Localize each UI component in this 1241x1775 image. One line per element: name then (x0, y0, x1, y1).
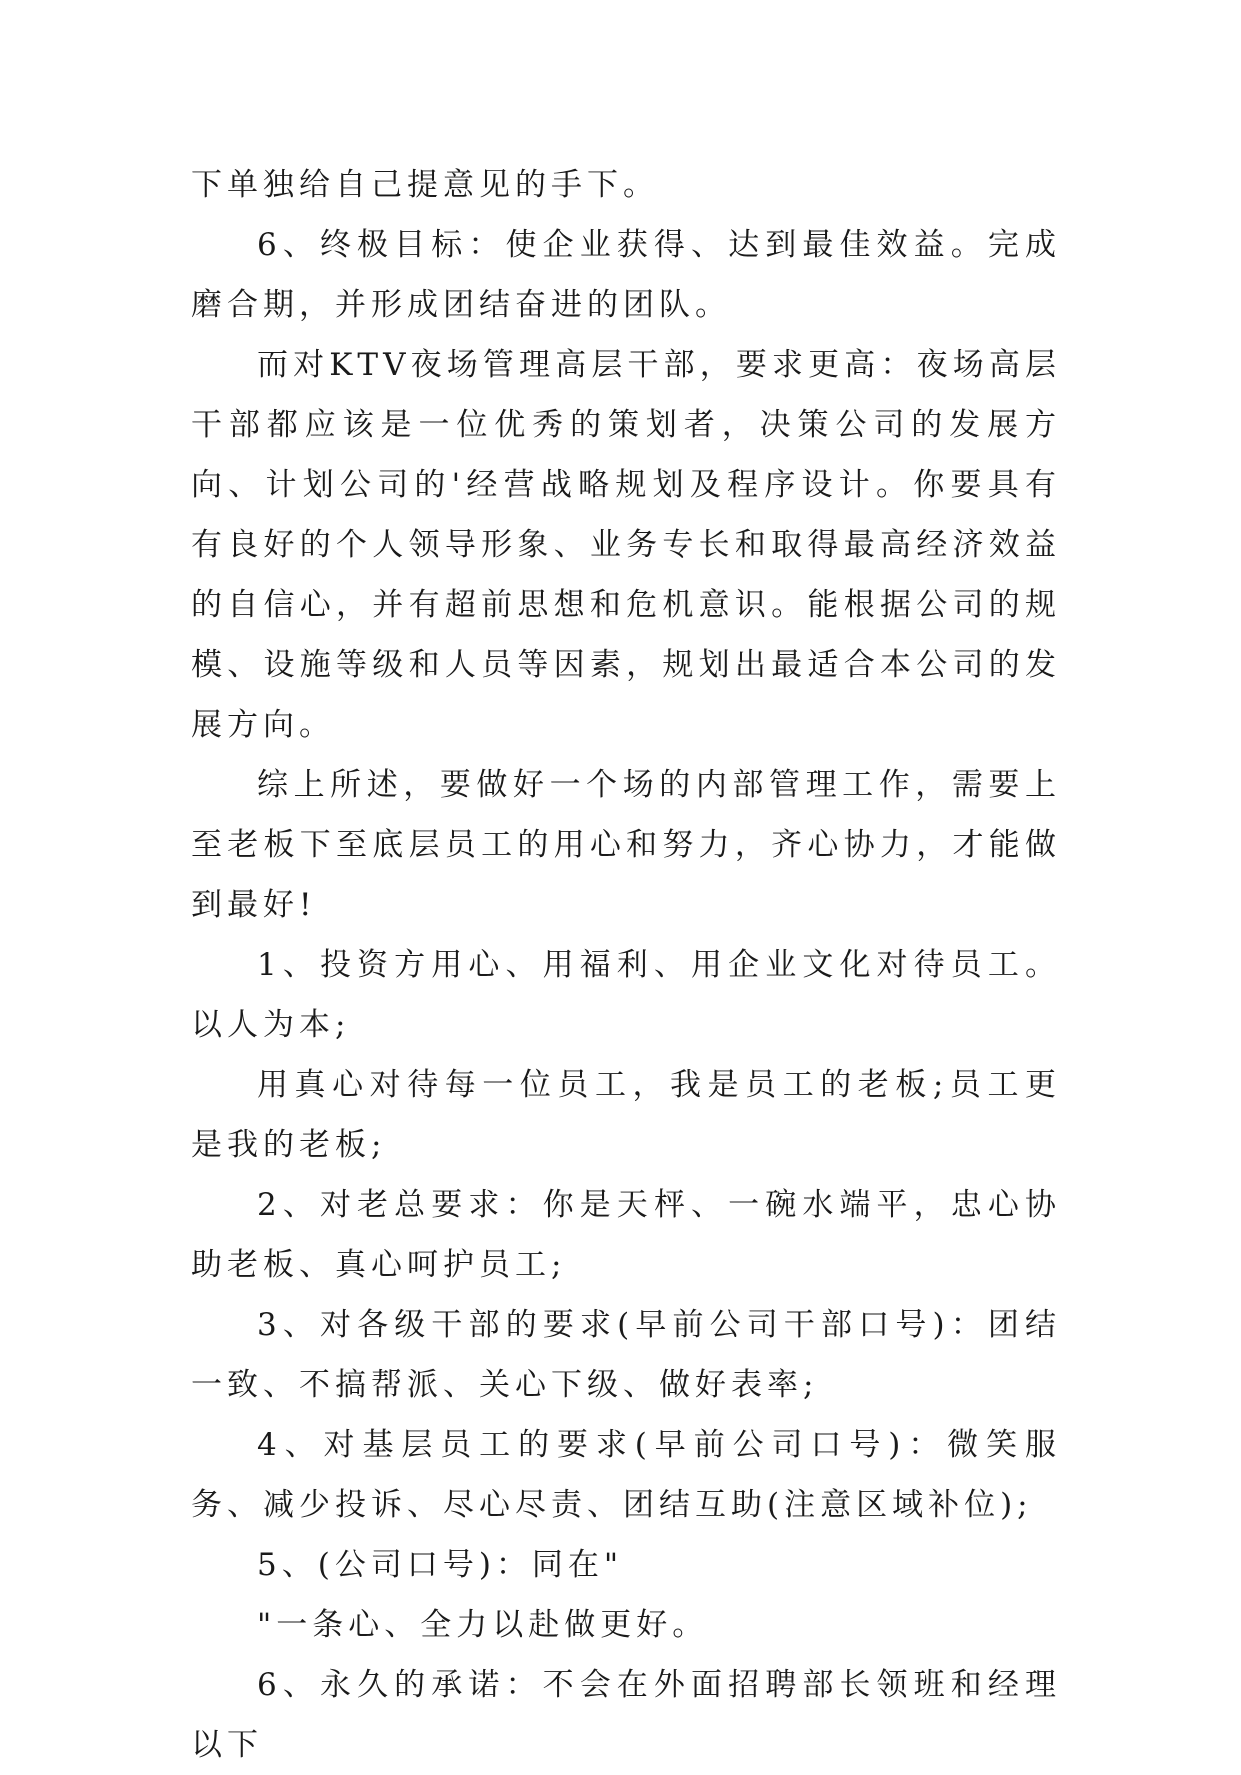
paragraph-ultimate-goal: 6、终极目标：使企业获得、达到最佳效益。完成磨合期，并形成团结奋进的团队。 (191, 227, 1061, 323)
paragraph-item-2: 2、对老总要求：你是天枰、一碗水端平，忠心协助老板、真心呵护员工; (191, 1187, 1061, 1283)
paragraph-item-6: 6、永久的承诺：不会在外面招聘部长领班和经理以下 (191, 1667, 1061, 1763)
paragraph-item-5: 5、(公司口号)：同在" (257, 1547, 624, 1583)
paragraph-item-4: 4、对基层员工的要求(早前公司口号)：微笑服务、减少投诉、尽心尽责、团结互助(注意区域补位); (191, 1427, 1061, 1523)
paragraph-senior-managers: 而对KTV夜场管理高层干部，要求更高：夜场高层干部都应该是一位优秀的策划者，决策公司的发展方向、计划公司的'经营战略规划及程序设计。你要具有有良好的个人领导形象、业务专长和取得最高经济效益的自信心，并有超前思想和危机意识。能根据公司的规模、设施等级和人员等因素，规划出最适合本公司的发展方向。 (191, 347, 1061, 743)
paragraph-item-1: 1、投资方用心、用福利、用企业文化对待员工。以人为本; (191, 947, 1061, 1043)
paragraph-summary: 综上所述，要做好一个场的内部管理工作，需要上至老板下至底层员工的用心和努力，齐心协力，才能做到最好! (191, 767, 1061, 923)
paragraph-sincerity: 用真心对待每一位员工，我是员工的老板;员工更是我的老板; (191, 1067, 1061, 1163)
paragraph-item-3: 3、对各级干部的要求(早前公司干部口号)：团结一致、不搞帮派、关心下级、做好表率; (191, 1307, 1061, 1403)
paragraph-slogan: "一条心、全力以赴做更好。 (257, 1607, 709, 1643)
paragraph-continuation: 下单独给自己提意见的手下。 (191, 167, 659, 203)
document-body (191, 155, 1061, 1775)
